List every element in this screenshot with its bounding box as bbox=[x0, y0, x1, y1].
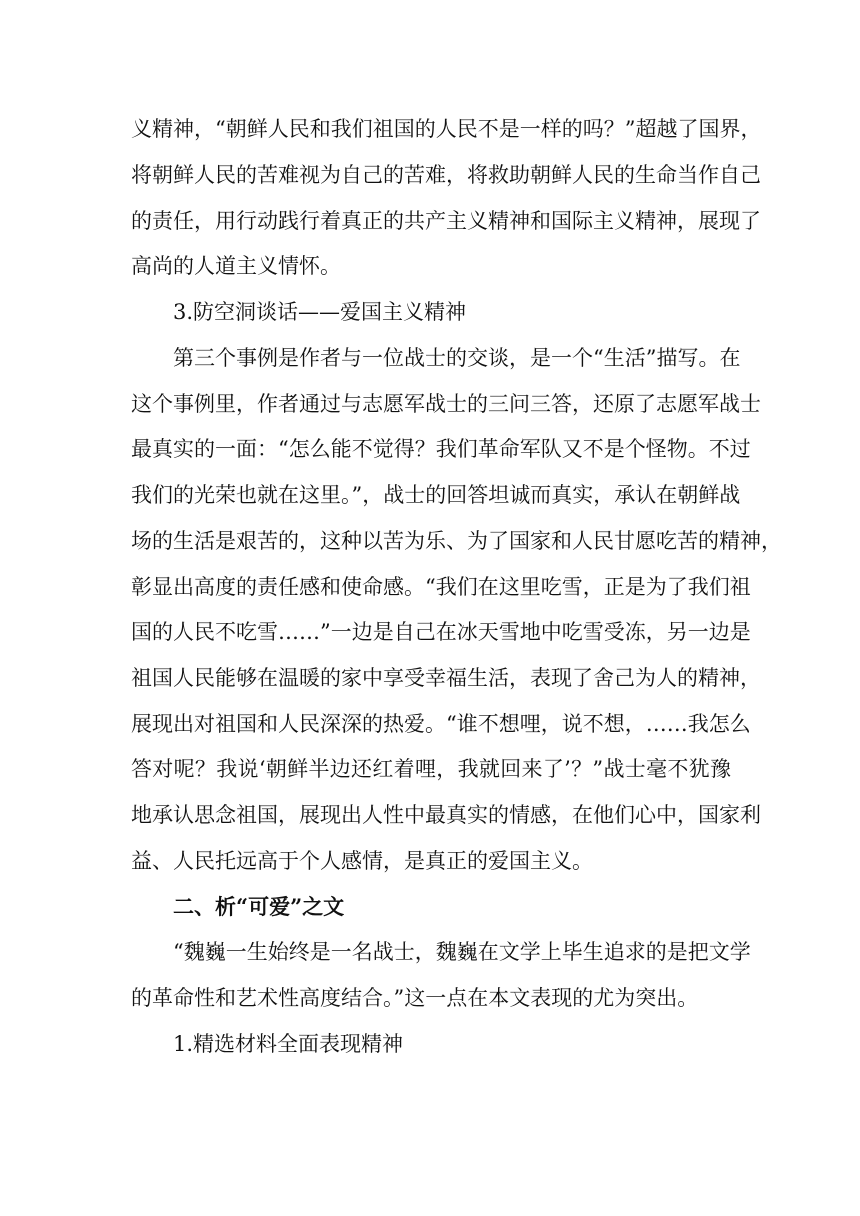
paragraph-line: 最真实的一面：“怎么能不觉得？我们革命军队又不是个怪物。不过 bbox=[131, 437, 751, 461]
subsection-heading: 3.防空洞谈话——爱国主义精神 bbox=[173, 300, 467, 324]
paragraph-line: 国的人民不吃雪……”一边是自己在冰天雪地中吃雪受冻，另一边是 bbox=[131, 620, 751, 644]
paragraph-line: 第三个事例是作者与一位战士的交谈，是一个“生活”描写。在 bbox=[173, 346, 741, 370]
paragraph-line: 的革命性和艺术性高度结合。”这一点在本文表现的尤为突出。 bbox=[131, 986, 699, 1010]
paragraph-line: “魏巍一生始终是一名战士，魏巍在文学上毕生追求的是把文学 bbox=[173, 940, 751, 964]
subsection-heading: 1.精选材料全面表现精神 bbox=[173, 1032, 404, 1056]
paragraph-line: 祖国人民能够在温暖的家中享受幸福生活，表现了舍己为人的精神， bbox=[131, 666, 761, 690]
paragraph-line: 的责任，用行动践行着真正的共产主义精神和国际主义精神，展现了 bbox=[131, 209, 761, 233]
paragraph-line: 义精神，“朝鲜人民和我们祖国的人民不是一样的吗？”超越了国界， bbox=[131, 117, 762, 141]
paragraph-line: 将朝鲜人民的苦难视为自己的苦难，将救助朝鲜人民的生命当作自己 bbox=[131, 163, 761, 187]
paragraph-line: 场的生活是艰苦的，这种以苦为乐、为了国家和人民甘愿吃苦的精神， bbox=[131, 529, 782, 553]
paragraph-line: 益、人民托远高于个人感情，是真正的爱国主义。 bbox=[131, 849, 593, 873]
paragraph-line: 高尚的人道主义情怀。 bbox=[131, 254, 341, 278]
paragraph-line: 这个事例里，作者通过与志愿军战士的三问三答，还原了志愿军战士 bbox=[131, 392, 761, 416]
paragraph-line: 彰显出高度的责任感和使命感。“我们在这里吃雪，正是为了我们祖 bbox=[131, 575, 751, 599]
paragraph-line: 答对呢？我说‘朝鲜半边还红着哩，我就回来了’？”战士毫不犹豫 bbox=[131, 757, 731, 781]
paragraph-line: 地承认思念祖国，展现出人性中最真实的情感，在他们心中，国家利 bbox=[131, 803, 761, 827]
section-heading: 二、析“可爱”之文 bbox=[173, 894, 345, 919]
paragraph-line: 展现出对祖国和人民深深的热爱。“谁不想哩，说不想，……我怎么 bbox=[131, 712, 751, 736]
paragraph-line: 我们的光荣也就在这里。”，战士的回答坦诚而真实，承认在朝鲜战 bbox=[131, 483, 741, 507]
